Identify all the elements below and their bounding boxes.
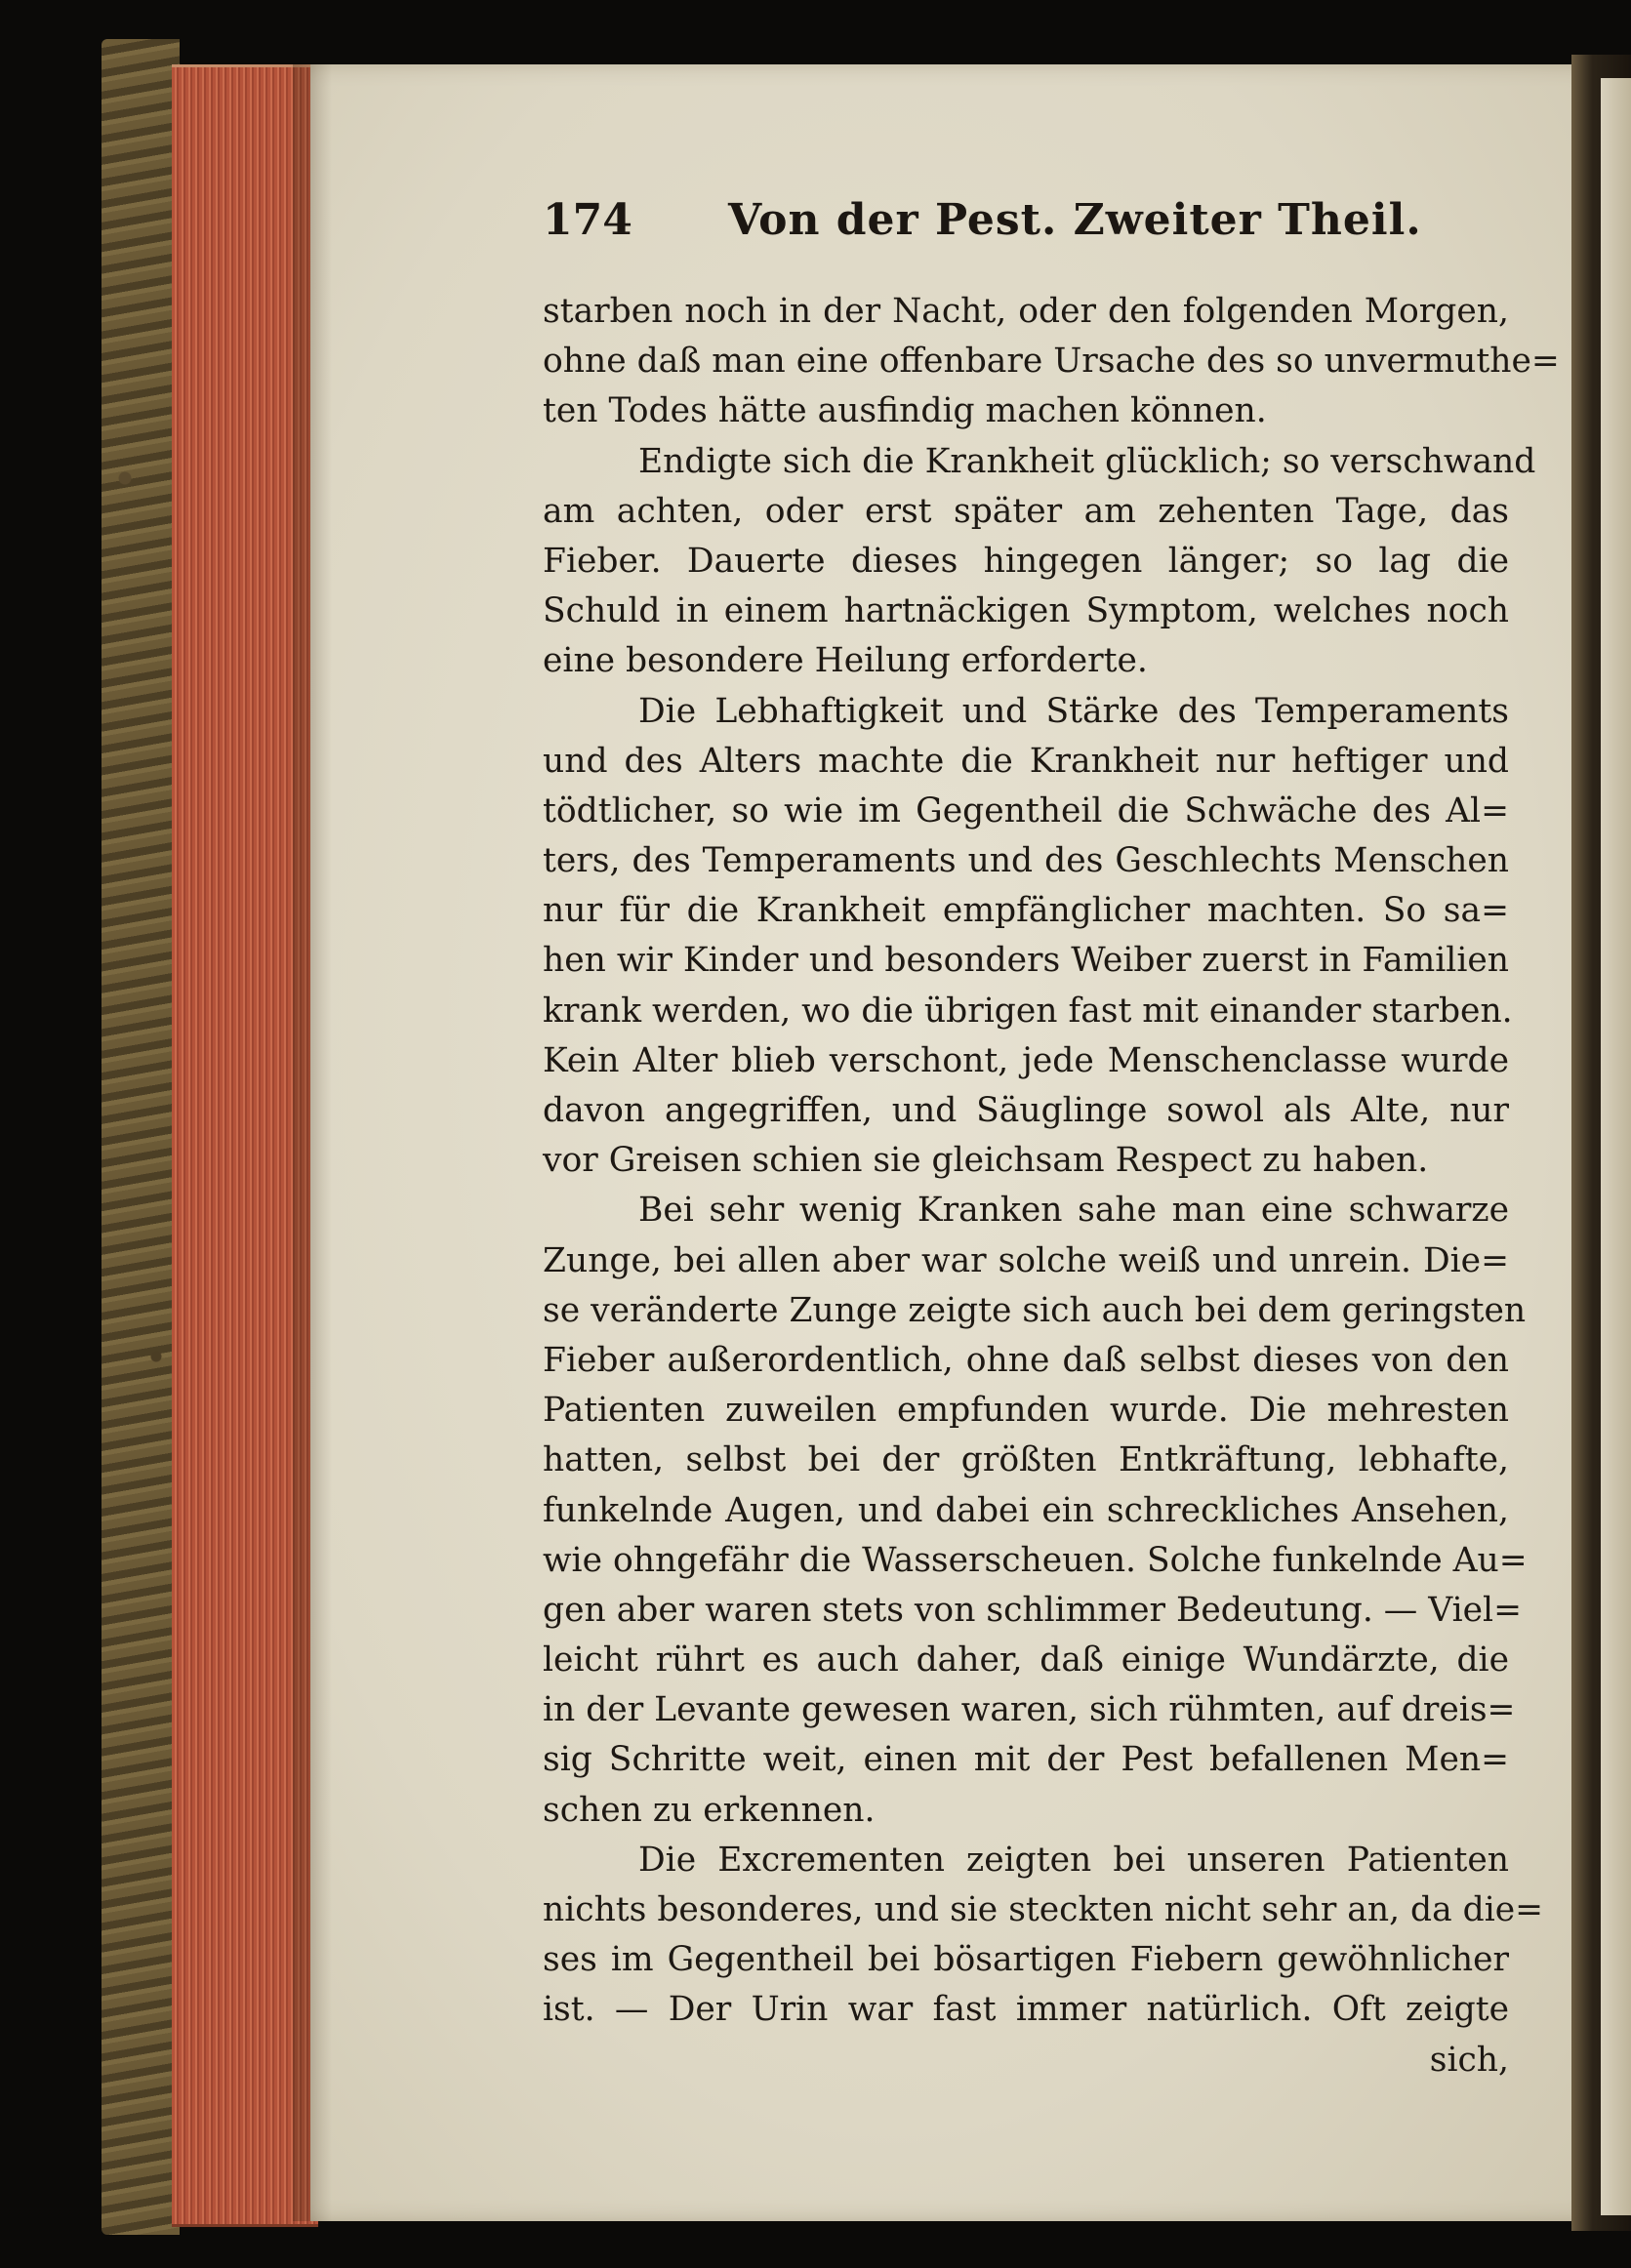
text-line: Patienten zuweilen empfunden wurde. Die mehresten [543, 1391, 1509, 1431]
text-line: Kein Alter blieb verschont, jede Menschenclasse wurde [543, 1040, 1509, 1080]
text-line: in der Levante gewesen waren, sich rühmten, auf dreis= [543, 1690, 1516, 1730]
text-line: eine besondere Heilung erforderte. [543, 641, 1148, 681]
text-line: hen wir Kinder und besonders Weiber zuerst in Familien [543, 941, 1509, 981]
text-line: und des Alters machte die Krankheit nur heftiger und [543, 741, 1509, 781]
running-head [543, 191, 1422, 265]
text-line: hatten, selbst bei der größten Entkräftung, lebhafte, [543, 1440, 1509, 1480]
text-line: nichts besonderes, und sie steckten nicht sehr an, da die= [543, 1890, 1544, 1929]
text-line: tödtlicher, so wie im Gegentheil die Schwäche des Al= [543, 790, 1509, 830]
text-line: Die Lebhaftigkeit und Stärke des Temperaments [638, 691, 1509, 731]
text-line: davon angegriffen, und Säuglinge sowol als Alte, nur [543, 1091, 1509, 1130]
text-line: Endigte sich die Krankheit glücklich; so verschwand [638, 441, 1536, 481]
text-line: wie ohngefähr die Wasserscheuen. Solche funkelnde Au= [543, 1540, 1528, 1580]
text-line: ist. — Der Urin war fast immer natürlich. Oft zeigte [543, 1990, 1509, 2030]
facing-page-edge [1601, 78, 1631, 2215]
text-line: ses im Gegentheil bei bösartigen Fiebern gewöhnlicher [543, 1940, 1509, 1980]
text-line: se veränderte Zunge zeigte sich auch bei dem geringsten [543, 1290, 1527, 1330]
text-line: ohne daß man eine offenbare Ursache des so unvermuthe= [543, 342, 1560, 382]
text-line: krank werden, wo die übrigen fast mit einander starben. [543, 991, 1513, 1031]
page-title: Von der Pest. Zweiter Theil. [728, 195, 1422, 245]
text-line: Fieber. Dauerte dieses hingegen länger; so lag die [543, 541, 1509, 581]
text-line: sig Schritte weit, einen mit der Pest befallenen Men= [543, 1740, 1509, 1780]
text-line: Zunge, bei allen aber war solche weiß und unrein. Die= [543, 1240, 1509, 1280]
text-line: am achten, oder erst später am zehenten Tage, das [543, 491, 1509, 531]
text-line: leicht rührt es auch daher, daß einige Wundärzte, die [543, 1640, 1509, 1681]
text-line: ten Todes hätte ausfindig machen können. [543, 391, 1267, 431]
text-line: gen aber waren stets von schlimmer Bedeutung. — Viel= [543, 1590, 1522, 1630]
body-text [543, 287, 1560, 2086]
text-line: schen zu erkennen. [543, 1790, 876, 1830]
text-line: Die Excrementen zeigten bei unseren Patienten [638, 1840, 1509, 1880]
page-number: 174 [543, 195, 632, 245]
text-line: vor Greisen schien sie gleichsam Respect zu haben. [543, 1141, 1429, 1181]
marbled-cover [102, 39, 180, 2235]
text-line: Fieber außerordentlich, ohne daß selbst dieses von den [543, 1340, 1509, 1380]
text-line: funkelnde Augen, und dabei ein schreckliches Ansehen, [543, 1490, 1509, 1530]
text-line: Bei sehr wenig Kranken sahe man eine schwarze [638, 1191, 1509, 1231]
catchword: sich, [1429, 2040, 1509, 2080]
page-shadow [293, 64, 332, 2221]
text-line: Schuld in einem hartnäckigen Symptom, welches noch [543, 591, 1509, 631]
text-line: starben noch in der Nacht, oder den folgenden Morgen, [543, 292, 1509, 331]
text-line: ters, des Temperaments und des Geschlechts Menschen [543, 841, 1509, 881]
text-line: nur für die Krankheit empfänglicher machten. So sa= [543, 891, 1509, 931]
